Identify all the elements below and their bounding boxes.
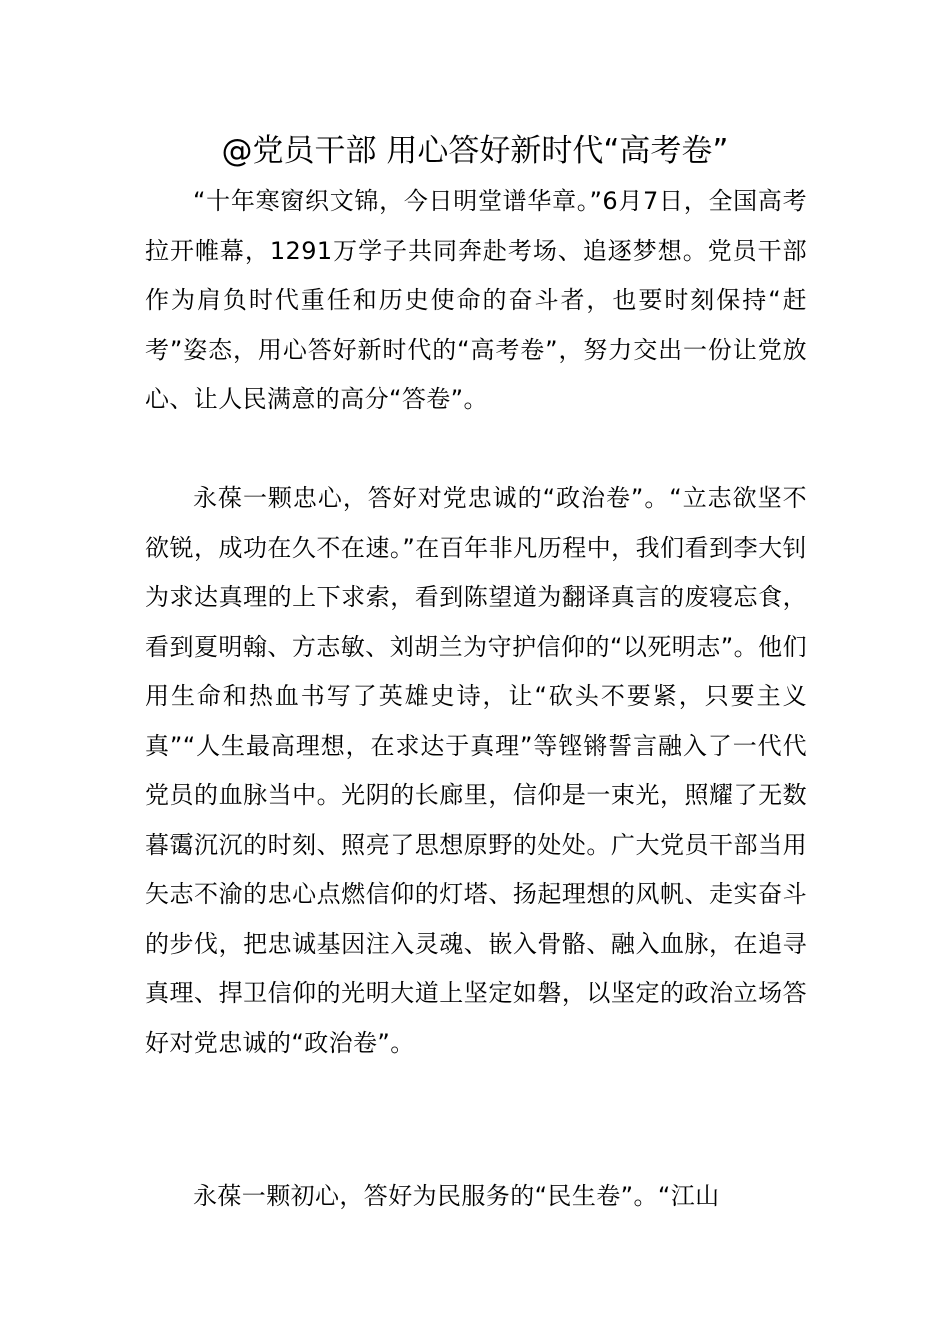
document-title: @党员干部 用心答好新时代“高考卷” <box>221 133 729 169</box>
paragraph-intro: “十年寒窗织文锦，今日明堂谱华章。”6月7日，全国高考拉开帷幕，1291万学子共同奔赴考场、追逐梦想。党员干部作为肩负时代重任和历史使命的奋斗者，也要时刻保持“赶考”姿态，用心答好新时代的“高考卷”，努力交出一份让党放心、让人民满意的高分“答卷”。 <box>145 187 807 413</box>
paragraph-livelihood: 永葆一颗初心，答好为民服务的“民生卷”。“江山 <box>193 1182 720 1210</box>
paragraph-political: 永葆一颗忠心，答好对党忠诚的“政治卷”。“立志欲坚不欲锐，成功在久不在速。”在百年非凡历程中，我们看到李大钊为求达真理的上下求索，看到陈望道为翻译真言的废寝忘食，看到夏明翰、方志敏、刘胡兰为守护信仰的“以死明志”。他们用生命和热血书写了英雄史诗，让“砍头不要紧，只要主义真”“人生最高理想，在求达于真理”等铿锵誓言融入了一代代党员的血脉当中。光阴的长廊里，信仰是一束光，照耀了无数暮霭沉沉的时刻、照亮了思想原野的处处。广大党员干部当用矢志不渝的忠心点燃信仰的灯塔、扬起理想的风帆、走实奋斗的步伐，把忠诚基因注入灵魂、嵌入骨骼、融入血脉，在追寻真理、捍卫信仰的光明大道上坚定如磐，以坚定的政治立场答好对党忠诚的“政治卷”。 <box>145 484 807 1057</box>
